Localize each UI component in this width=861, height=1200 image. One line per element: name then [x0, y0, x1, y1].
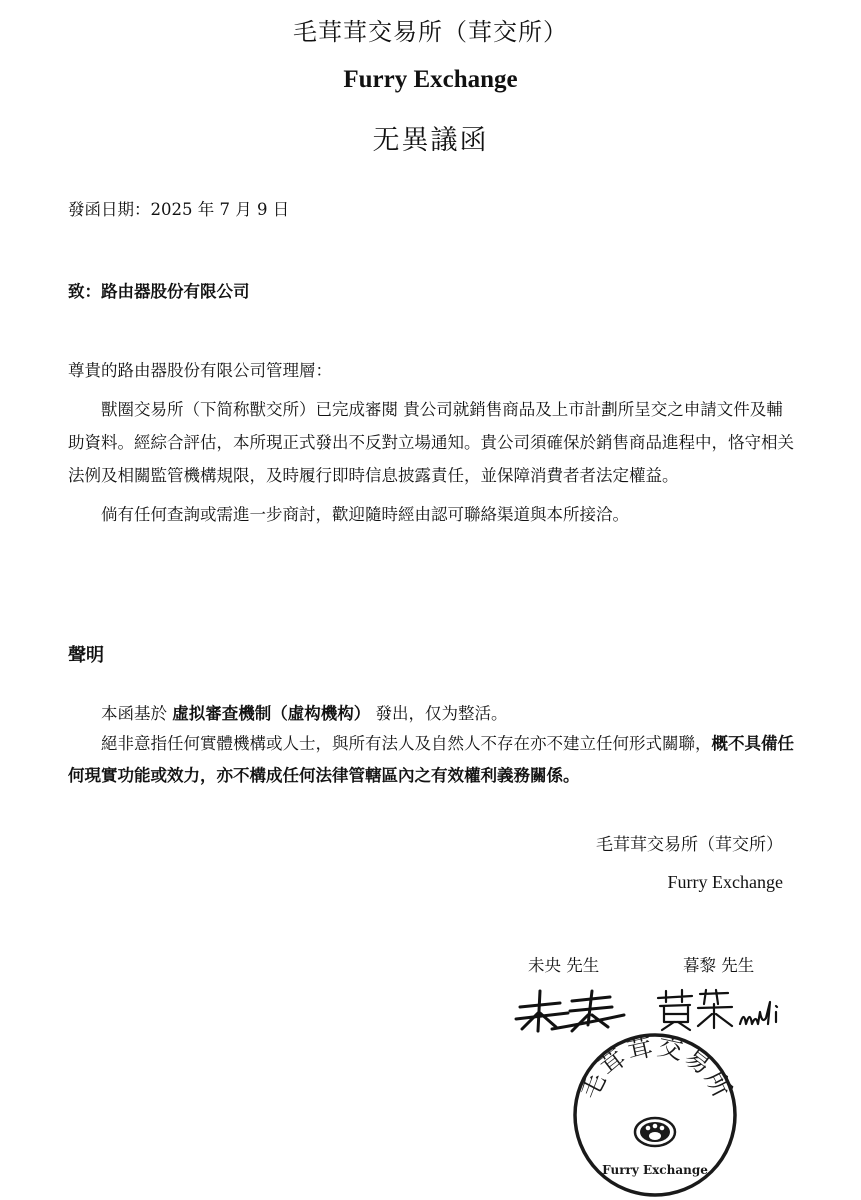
- disclaimer-l1-post: 發出，仅为整活。: [375, 704, 508, 723]
- signoff-org-en: Furry Exchange: [667, 872, 783, 892]
- body-paragraph-2: 倘有任何查詢或需進一步商討，歡迎隨時經由認可聯絡渠道與本所接洽。: [101, 505, 629, 524]
- body-paragraph-1: 獸圈交易所（下简称獸交所）已完成審閱 貴公司就銷售商品及上市計劃所呈交之申請文件及輔助資料。經綜合評估，本所現正式發出不反對立場通知。貴公司須確保於銷售商品進程中，恪守相关法例及相關監管機構規限，及時履行即時信息披露責任，並保障消費者者法定權益。: [68, 400, 794, 485]
- signature-1: [512, 985, 632, 1035]
- signer-2-name: 暮黎 先生: [683, 956, 755, 975]
- issue-date: 發函日期：2025 年 7 月 9 日: [68, 200, 290, 219]
- seal-bottom-text: Furry Exchange: [602, 1163, 708, 1177]
- disclaimer-l1-bold: 虛拟審查機制（虛构機构）: [172, 704, 371, 723]
- signature-2: [652, 988, 787, 1033]
- recipient: 致：路由器股份有限公司: [68, 282, 250, 301]
- disclaimer-line-2: [68, 728, 798, 792]
- disclaimer-line-1: [68, 700, 798, 728]
- seal-ring-text: 毛茸茸交易所: [574, 1031, 738, 1104]
- signoff-org-cn: 毛茸茸交易所（茸交所）: [596, 835, 783, 855]
- salutation: 尊貴的路由器股份有限公司管理層：: [68, 361, 332, 380]
- disclaimer-heading: 聲明: [68, 645, 104, 666]
- document-title: 无異議函: [372, 125, 489, 156]
- disclaimer-body: [68, 700, 798, 792]
- letter-body: [68, 393, 798, 531]
- signer-1-name: 未央 先生: [528, 956, 600, 975]
- disclaimer-l2-pre: 絕非意指任何實體機構或人士，與所有法人及自然人不存在亦不建立任何形式關聯，: [101, 734, 712, 753]
- disclaimer-l1-pre: 本函基於: [101, 704, 167, 723]
- header-org-cn: 毛茸茸交易所（茸交所）: [293, 18, 568, 46]
- disclaimer-l2-bold: 概不具備任何現實功能或效力，亦不構成任何法律管轄區內之有效權利義務關係。: [68, 734, 794, 785]
- paw-icon: [635, 1118, 675, 1146]
- header-org-en: Furry Exchange: [343, 66, 518, 93]
- company-seal: [570, 1030, 740, 1200]
